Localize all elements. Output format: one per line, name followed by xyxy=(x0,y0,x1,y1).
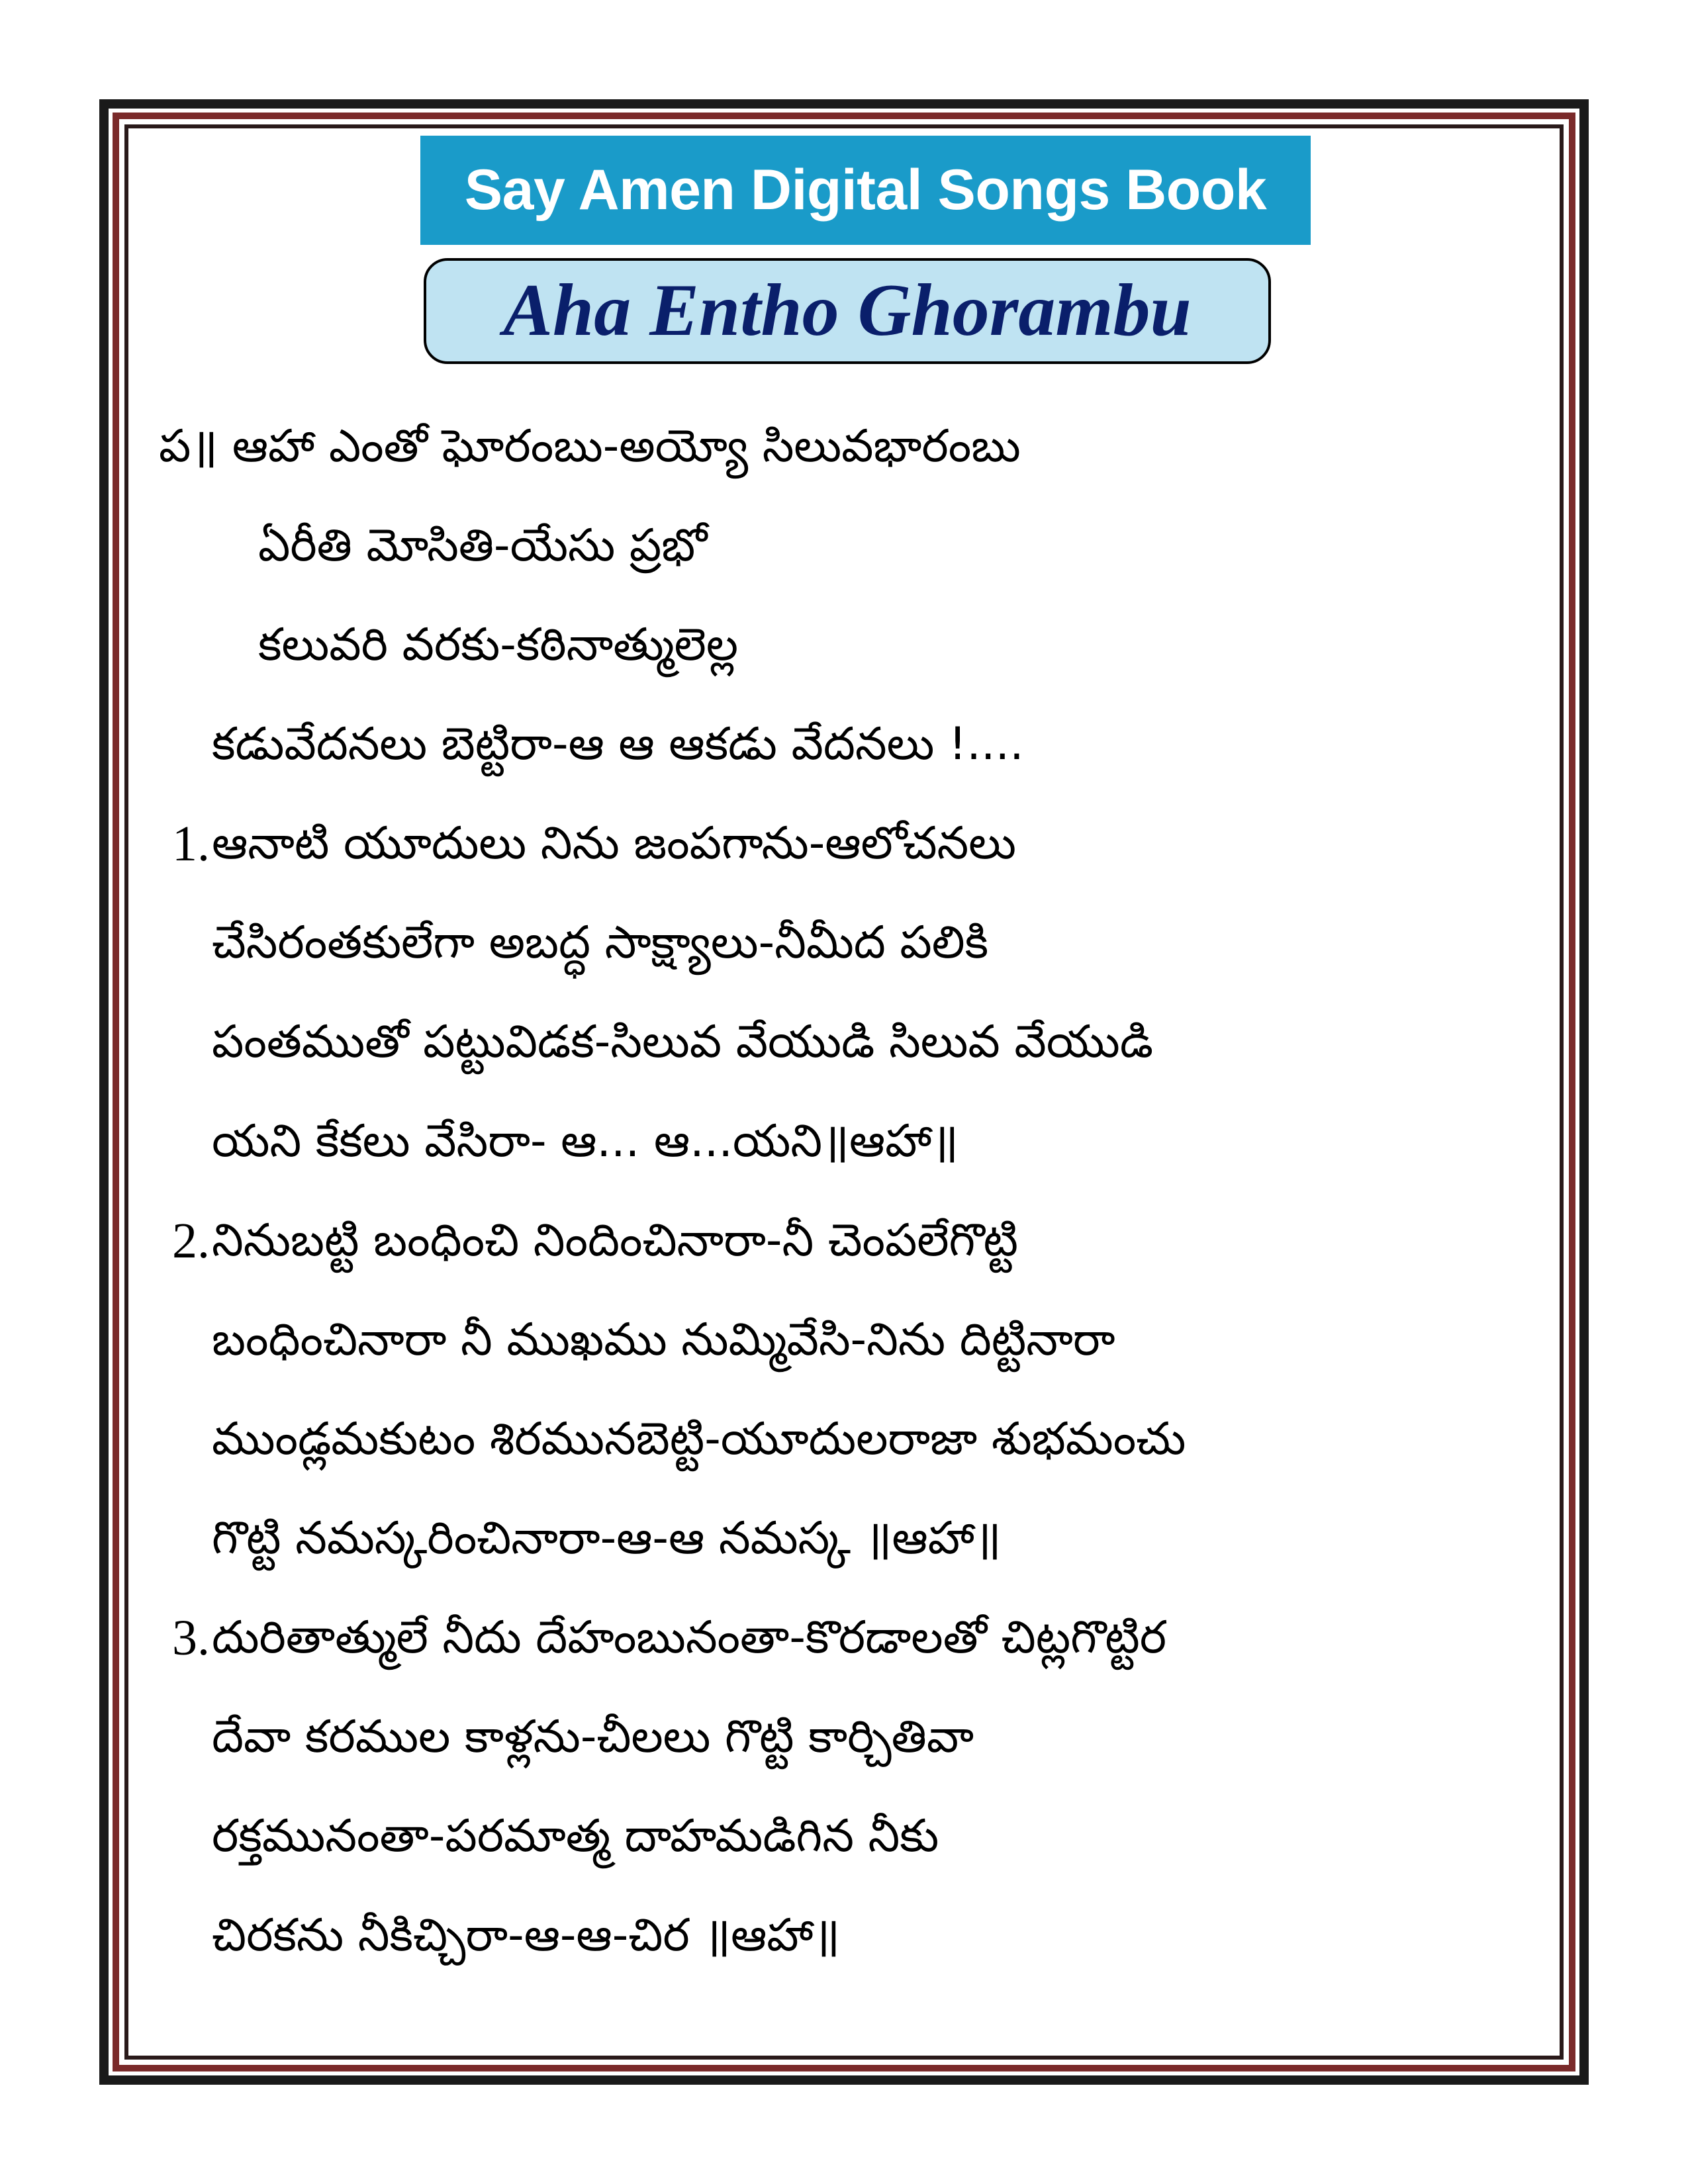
pallavi-line-2: ఏరీతి మోసితి-యేసు ప్రభో xyxy=(258,520,708,572)
stanza-2-number: 2. xyxy=(172,1213,210,1269)
stanza-3-number: 3. xyxy=(172,1610,210,1666)
stanza-1-line-3: పంతముతో పట్టువిడక-సిలువ వేయుడి సిలువ వేయుడి xyxy=(212,1016,1154,1068)
stanza-2-line-4: గొట్టి నమస్కరించినారా-ఆ-ఆ నమస్క ॥ఆహా॥ xyxy=(212,1512,1002,1565)
book-banner: Say Amen Digital Songs Book xyxy=(420,136,1311,245)
stanza-3-line-1: దురితాత్ములే నీదు దేహంబునంతా-కొరడాలతో చిట్లగొట్టిర xyxy=(212,1612,1167,1664)
pallavi-line-4: కడువేదనలు బెట్టిరా-ఆ ఆ ఆకడు వేదనలు !.... xyxy=(212,718,1024,770)
pallavi-line-3: కలువరి వరకు-కఠినాత్ములెల్ల xyxy=(258,619,739,671)
stanza-2-line-1: నినుబట్టి బంధించి నిందించినారా-నీ చెంపలేగొట్టి xyxy=(212,1214,1019,1267)
stanza-1-number: 1. xyxy=(172,816,210,872)
stanza-2-line-3: ముండ్లమకుటం శిరమునబెట్టి-యూదులరాజా శుభమంచు xyxy=(212,1413,1186,1465)
stanza-1-line-2: చేసిరంతకులేగా అబద్ధ సాక్ష్యాలు-నీమీద పలికి xyxy=(212,917,989,969)
stanza-1-line-1: ఆనాటి యూదులు నిను జంపగాను-ఆలోచనలు xyxy=(212,817,1016,870)
pallavi-line-1: ప॥ ఆహా ఎంతో ఘోరంబు-అయ్యో సిలువభారంబు xyxy=(159,420,1021,473)
song-title: Aha Entho Ghorambu xyxy=(424,258,1271,364)
stanza-3-line-3: రక్తమునంతా-పరమాత్మ దాహమడిగిన నీకు xyxy=(212,1810,939,1862)
stanza-2-line-2: బంధించినారా నీ ముఖము నుమ్మివేసి-నిను దిట్టినారా xyxy=(212,1314,1115,1366)
stanza-3-line-2: దేవా కరముల కాళ్లను-చీలలు గొట్టి కార్చితివా xyxy=(212,1711,974,1763)
stanza-3-line-4: చిరకను నీకిచ్చిరా-ఆ-ఆ-చిర ॥ఆహా॥ xyxy=(212,1909,841,1962)
stanza-1-line-4: యని కేకలు వేసిరా- ఆ... ఆ...యని॥ఆహా॥ xyxy=(212,1115,959,1167)
